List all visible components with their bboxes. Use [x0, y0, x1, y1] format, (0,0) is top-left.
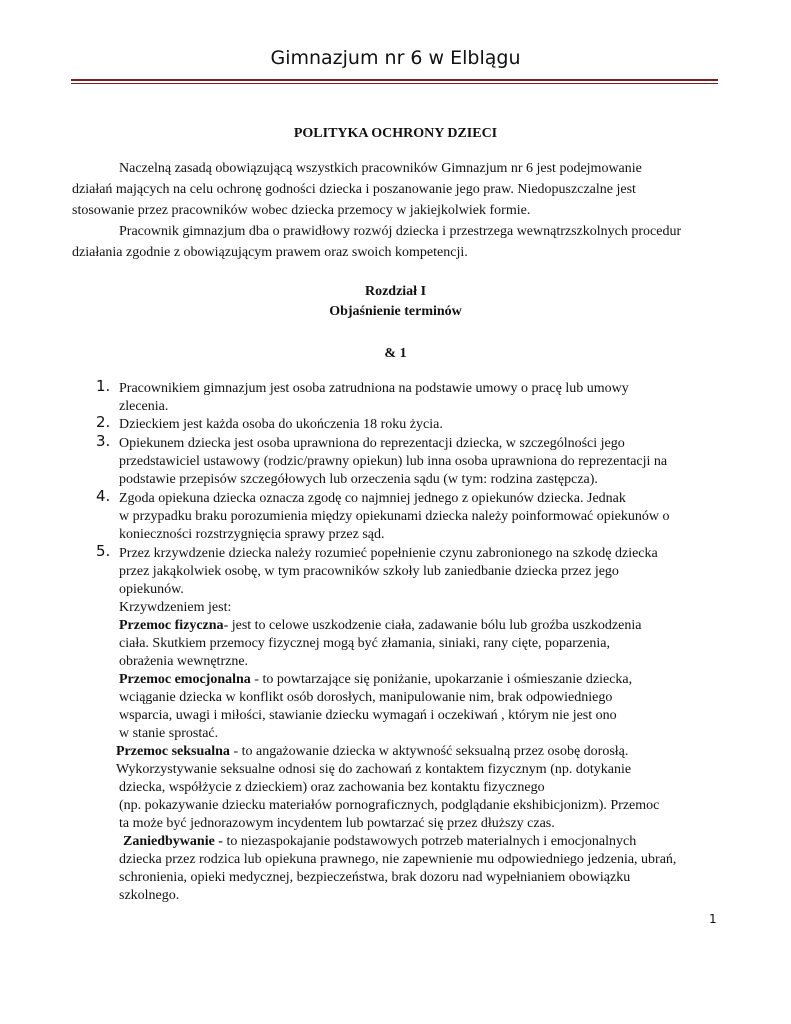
document-title: POLITYKA OCHRONY DZIECI	[293, 126, 498, 141]
list-item-line: Dzieckiem jest każda osoba do ukończenia 18 roku życia.	[119, 417, 443, 432]
intro-line: stosowanie przez pracowników wobec dziecka przemocy w jakiejkolwiek formie.	[72, 203, 531, 218]
paragraph-line: ciała. Skutkiem przemocy fizycznej mogą być złamania, siniaki, rany cięte, poparzenia,	[119, 636, 610, 651]
header-title: Gimnazjum nr 6 w Elblągu	[270, 47, 521, 69]
list-item-line: Pracownikiem gimnazjum jest osoba zatrudniona na podstawie umowy o pracę lub umowy	[119, 381, 629, 396]
list-item-line: opiekunów.	[119, 582, 184, 597]
paragraph-line: ta może być jednorazowym incydentem lub powtarzać się przez dłuższy czas.	[119, 816, 555, 831]
physical-violence-text: - jest to celowe uszkodzenie ciała, zadawanie bólu lub groźba uszkodzenia	[223, 618, 642, 633]
list-item-line: Opiekunem dziecka jest osoba uprawniona do reprezentacji dziecka, w szczególności jego	[119, 436, 625, 451]
paragraph-line: dziecka, współżycie z dzieckiem) oraz zachowania bez kontaktu fizycznego	[119, 780, 545, 795]
list-item-line: w przypadku braku porozumienia między opiekunami dziecka należy poinformować opiekunów o	[119, 509, 670, 524]
sexual-violence-term: Przemoc seksualna	[116, 744, 230, 759]
neglect-term: Zaniedbywanie -	[123, 834, 223, 849]
emotional-violence-line	[119, 671, 632, 689]
intro-line: Pracownik gimnazjum dba o prawidłowy rozwój dziecka i przestrzega wewnątrzszkolnych procedur	[119, 224, 682, 239]
paragraph-line: (np. pokazywanie dziecku materiałów pornograficznych, podglądanie ekshibicjonizm). Przemoc	[119, 798, 660, 813]
paragraph-line: schronienia, opieki medycznej, bezpieczeństwa, brak dozoru nad wypełnianiem obowiązku	[119, 870, 631, 885]
list-item-line: Przez krzywdzenie dziecka należy rozumieć popełnienie czynu zabronionego na szkodę dziecka	[119, 546, 658, 561]
harm-intro: Krzywdzeniem jest:	[119, 600, 232, 615]
list-item-line: zlecenia.	[119, 399, 169, 414]
emotional-violence-term: Przemoc emocjonalna	[119, 672, 251, 687]
neglect-line	[123, 833, 636, 851]
list-item-line: podstawie przepisów szczegółowych lub orzeczenia sądu (w tym: rodzina zastępcza).	[119, 472, 598, 487]
paragraph-line: wciąganie dziecka w konflikt osób dorosłych, manipulowanie nim, brak odpowiedniego	[119, 690, 613, 705]
physical-violence-term: Przemoc fizyczna	[119, 618, 224, 633]
header-rule-thin	[71, 83, 718, 84]
paragraph-line: dziecka przez rodzica lub opiekuna prawnego, nie zapewnienie mu odpowiedniego jedzenia, ubrań,	[119, 852, 677, 867]
intro-line: działania zgodnie z obowiązującym prawem oraz swoich kompetencji.	[72, 245, 468, 260]
intro-line: Naczelną zasadą obowiązującą wszystkich pracowników Gimnazjum nr 6 jest podejmowanie	[119, 161, 642, 176]
paragraph-line: obrażenia wewnętrzne.	[119, 654, 249, 669]
page-number: 1	[709, 912, 717, 926]
header-rule	[71, 79, 718, 81]
list-item-line: konieczności rozstrzygnięcia sprawy przez sąd.	[119, 527, 385, 542]
neglect-text: to niezaspokajanie podstawowych potrzeb materialnych i emocjonalnych	[222, 834, 637, 849]
list-number: 1.	[96, 377, 111, 395]
list-number: 3.	[96, 432, 111, 450]
chapter-subtitle: Objaśnienie terminów	[329, 304, 462, 319]
list-item-line: przedstawiciel ustawowy (rodzic/prawny opiekun) lub inna osoba uprawniona do reprezentacji na	[119, 454, 668, 469]
intro-line: działań mających na celu ochronę godności dziecka i poszanowanie jego praw. Niedopuszczalne jest	[72, 182, 636, 197]
list-item-line: Zgoda opiekuna dziecka oznacza zgodę co najmniej jednego z opiekunów dziecka. Jednak	[119, 491, 626, 506]
sexual-violence-text: - to angażowanie dziecka w aktywność seksualną przez osobę dorosłą.	[229, 744, 629, 759]
list-number: 5.	[96, 542, 111, 560]
paragraph-line: wsparcia, uwagi i miłości, stawianie dziecku wymagań i oczekiwań , którym nie jest ono	[119, 708, 617, 723]
paragraph-line: Wykorzystywanie seksualne odnosi się do zachowań z kontaktem fizycznym (np. dotykanie	[116, 762, 632, 777]
paragraph-line: szkolnego.	[119, 888, 180, 903]
physical-violence-line	[119, 617, 641, 635]
sexual-violence-line	[116, 743, 628, 761]
list-number: 2.	[96, 413, 111, 431]
list-number: 4.	[96, 487, 111, 505]
paragraph-line: w stanie sprostać.	[119, 726, 219, 741]
emotional-violence-text: - to powtarzające się poniżanie, upokarzanie i ośmieszanie dziecka,	[250, 672, 633, 687]
list-item-line: przez jakąkolwiek osobę, w tym pracowników szkoły lub zaniedbanie dziecka przez jego	[119, 564, 619, 579]
section-heading: & 1	[384, 346, 407, 361]
chapter-heading: Rozdział I	[364, 284, 427, 299]
